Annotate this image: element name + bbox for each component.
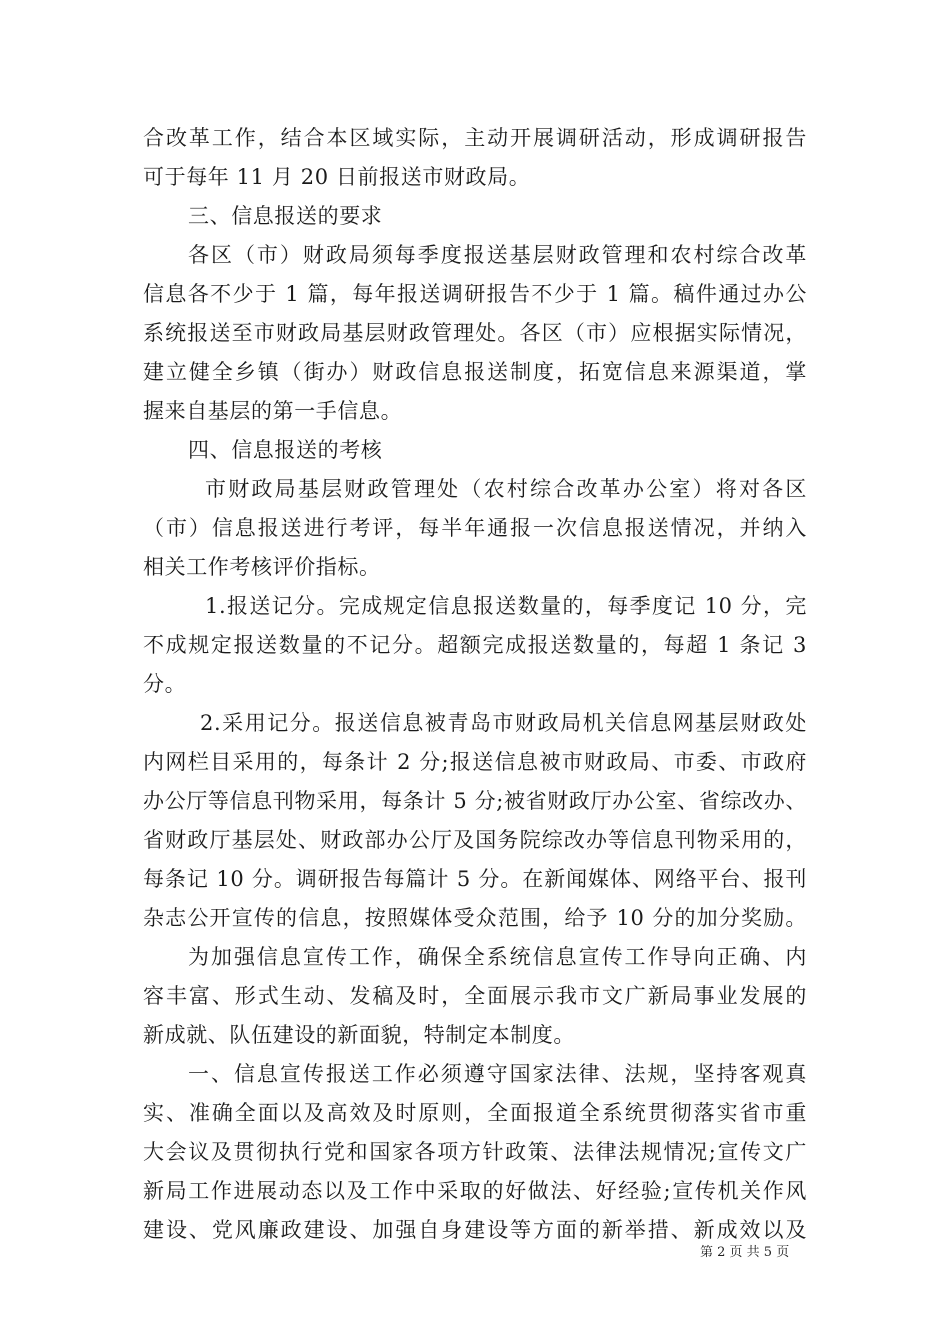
text-line: 容丰富、形式生动、发稿及时，全面展示我市文广新局事业发展的 xyxy=(143,984,807,1008)
text-line: 信息各不少于 1 篇，每年报送调研报告不少于 1 篇。稿件通过办公 xyxy=(143,282,807,306)
text-line: 市财政局基层财政管理处（农村综合改革办公室）将对各区 xyxy=(205,477,807,501)
text-line: 相关工作考核评价指标。 xyxy=(143,555,381,579)
text-line: 内网栏目采用的，每条计 2 分;报送信息被市财政局、市委、市政府 xyxy=(143,750,807,774)
text-line: 实、准确全面以及高效及时原则，全面报道全系统贯彻落实省市重 xyxy=(143,1101,807,1125)
text-line: 一、信息宣传报送工作必须遵守国家法律、法规，坚持客观真 xyxy=(188,1062,807,1086)
page-indicator: 第 2 页 共 5 页 xyxy=(700,1245,790,1260)
text-line: 不成规定报送数量的不记分。超额完成报送数量的，每超 1 条记 3 xyxy=(143,633,807,657)
text-line: 大会议及贯彻执行党和国家各项方针政策、法律法规情况;宣传文广 xyxy=(143,1140,807,1164)
text-line: 各区（市）财政局须每季度报送基层财政管理和农村综合改革 xyxy=(188,243,807,267)
text-line: 为加强信息宣传工作，确保全系统信息宣传工作导向正确、内 xyxy=(188,945,807,969)
text-line: 每条记 10 分。调研报告每篇计 5 分。在新闻媒体、网络平台、报刊 xyxy=(143,867,807,891)
text-line: 新成就、队伍建设的新面貌，特制定本制度。 xyxy=(143,1023,575,1047)
text-line: 握来自基层的第一手信息。 xyxy=(143,399,403,423)
text-line: 合改革工作，结合本区域实际，主动开展调研活动，形成调研报告 xyxy=(143,126,807,150)
text-line: 新局工作进展动态以及工作中采取的好做法、好经验;宣传机关作风 xyxy=(143,1179,807,1203)
text-line: 办公厅等信息刊物采用，每条计 5 分;被省财政厅办公室、省综改办、 xyxy=(143,789,807,813)
text-line: 系统报送至市财政局基层财政管理处。各区（市）应根据实际情况， xyxy=(143,321,807,345)
text-line: 2.采用记分。报送信息被青岛市财政局机关信息网基层财政处 xyxy=(200,711,807,735)
text-line: 建立健全乡镇（街办）财政信息报送制度，拓宽信息来源渠道，掌 xyxy=(143,360,807,384)
text-line: 建设、党风廉政建设、加强自身建设等方面的新举措、新成效以及 xyxy=(143,1218,807,1242)
section-heading: 四、信息报送的考核 xyxy=(188,438,383,462)
text-line: 可于每年 11 月 20 日前报送市财政局。 xyxy=(143,165,531,189)
text-line: （市）信息报送进行考评，每半年通报一次信息报送情况，并纳入 xyxy=(143,516,807,540)
text-line: 1.报送记分。完成规定信息报送数量的，每季度记 10 分，完 xyxy=(205,594,807,618)
text-line: 分。 xyxy=(143,672,187,696)
section-heading: 三、信息报送的要求 xyxy=(188,204,383,228)
text-line: 省财政厅基层处、财政部办公厅及国务院综改办等信息刊物采用的， xyxy=(143,828,807,852)
text-line: 杂志公开宣传的信息，按照媒体受众范围，给予 10 分的加分奖励。 xyxy=(143,906,807,930)
